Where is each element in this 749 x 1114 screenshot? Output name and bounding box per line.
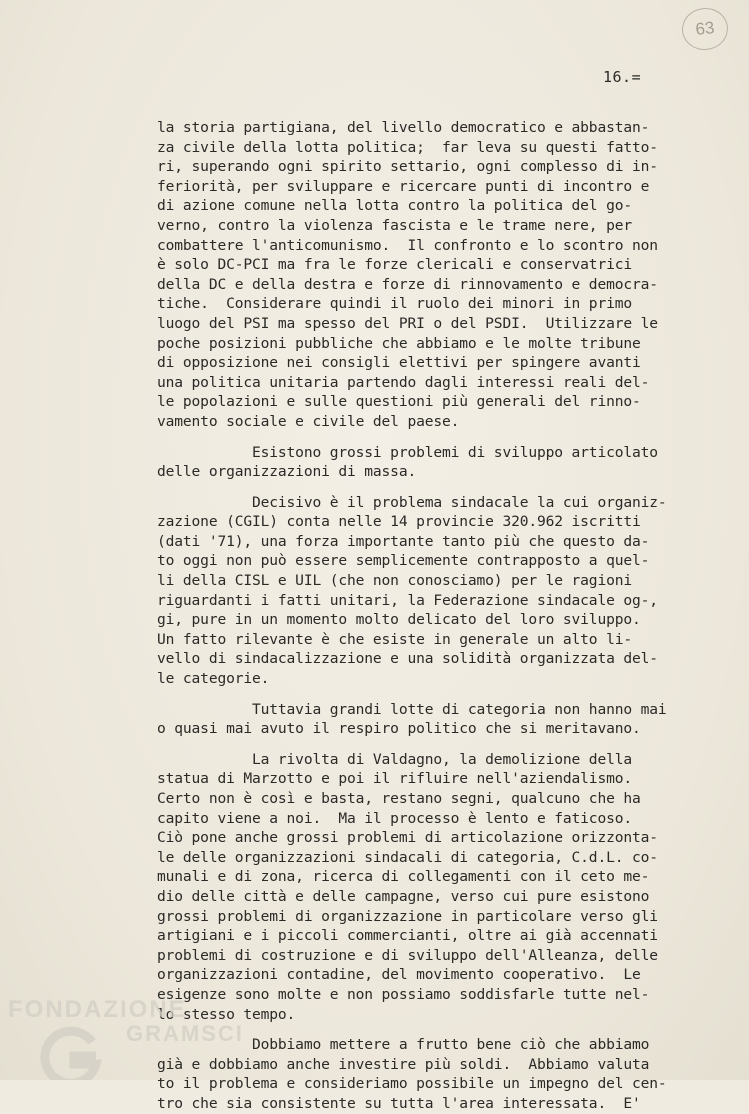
- text-line: munali e di zona, ricerca di collegamenti con il ceto me-: [157, 868, 650, 886]
- text-line: delle organizzazioni di massa.: [157, 463, 417, 481]
- text-line: organizzazioni contadine, del movimento cooperativo. Le: [157, 966, 641, 984]
- text-line: già e dobbiamo anche investire più soldi. Abbiamo valuta: [157, 1055, 650, 1073]
- paragraph: [157, 1035, 677, 1113]
- text-line: feriorità, per sviluppare e ricercare punti di incontro e: [157, 177, 650, 195]
- text-line: verno, contro la violenza fascista e le trame nere, per: [157, 216, 632, 234]
- text-line: di opposizione nei consigli elettivi per spingere avanti: [157, 354, 641, 372]
- text-line: tro che sia consistente su tutta l'area interessata. E': [157, 1094, 641, 1112]
- text-line: capito viene a noi. Ma il processo è lento e faticoso.: [157, 809, 632, 827]
- text-line: le popolazioni e sulle questioni più generali del rinno-: [157, 393, 641, 411]
- watermark: [8, 998, 244, 1046]
- text-line: riguardanti i fatti unitari, la Federazione sindacale og-,: [157, 591, 658, 609]
- text-line: vamento sociale e civile del paese.: [157, 412, 460, 430]
- paragraph: [157, 700, 677, 739]
- paragraph: [157, 443, 677, 482]
- page-number: 16.=: [603, 68, 642, 86]
- archive-number-stamp: 63: [680, 6, 730, 53]
- watermark-line-2: GRAMSCI: [126, 1021, 244, 1046]
- typewritten-body: [157, 118, 677, 1114]
- text-line: tiche. Considerare quindi il ruolo dei minori in primo: [157, 295, 632, 313]
- text-line: della DC e della destra e forze di rinnovamento e democra-: [157, 275, 658, 293]
- text-line: Ciò pone anche grossi problemi di articolazione orizzonta-: [157, 829, 658, 847]
- text-line: (dati '71), una forza importante tanto più che questo da-: [157, 532, 650, 550]
- text-line: Esistono grossi problemi di sviluppo articolato: [157, 443, 658, 461]
- text-line: le delle organizzazioni sindacali di categoria, C.d.L. co-: [157, 848, 658, 866]
- text-line: Decisivo è il problema sindacale la cui organiz-: [157, 493, 667, 511]
- text-line: artigiani e i piccoli commercianti, oltre ai già accennati: [157, 927, 658, 945]
- text-line: combattere l'anticomunismo. Il confronto e lo scontro non: [157, 236, 658, 254]
- text-line: di azione comune nella lotta contro la politica del go-: [157, 197, 632, 215]
- text-line: za civile della lotta politica; far leva su questi fatto-: [157, 138, 658, 156]
- text-line: una politica unitaria partendo dagli interessi reali del-: [157, 373, 650, 391]
- text-line: gi, pure in un momento molto delicato del loro sviluppo.: [157, 611, 641, 629]
- text-line: Certo non è così e basta, restano segni, qualcuno che ha: [157, 790, 641, 807]
- watermark-line-1: FONDAZIONE: [8, 996, 187, 1023]
- paragraph: [157, 118, 677, 432]
- text-line: statua di Marzotto e poi il rifluire nell'aziendalismo.: [157, 770, 632, 788]
- text-line: grossi problemi di organizzazione in particolare verso gli: [157, 907, 658, 925]
- paragraph: [157, 493, 677, 689]
- text-line: esigenze sono molte e non possiamo soddisfarle tutte nel-: [157, 985, 650, 1003]
- text-line: vello di sindacalizzazione e una solidità organizzata del-: [157, 650, 658, 668]
- text-line: Tuttavia grandi lotte di categoria non hanno mai: [157, 700, 667, 718]
- text-line: o quasi mai avuto il respiro politico che si meritavano.: [157, 720, 641, 738]
- text-line: poche posizioni pubbliche che abbiamo e le molte tribune: [157, 334, 641, 352]
- text-line: Dobbiamo mettere a frutto bene ciò che abbiamo: [157, 1036, 650, 1054]
- text-line: to oggi non può essere semplicemente contrapposto a quel-: [157, 552, 650, 570]
- text-line: ri, superando ogni spirito settario, ogni complesso di in-: [157, 158, 658, 176]
- text-line: zazione (CGIL) conta nelle 14 provincie 320.962 iscritti: [157, 513, 641, 531]
- text-line: lo stesso tempo.: [157, 1005, 296, 1023]
- text-line: le categorie.: [157, 670, 270, 688]
- text-line: luogo del PSI ma spesso del PRI o del PSDI. Utilizzare le: [157, 314, 658, 332]
- text-line: è solo DC-PCI ma fra le forze clericali e conservatrici: [157, 256, 632, 274]
- text-line: la storia partigiana, del livello democratico e abbastan-: [157, 119, 650, 136]
- text-line: to il problema e consideriamo possibile un impegno del cen-: [157, 1075, 667, 1093]
- text-line: La rivolta di Valdagno, la demolizione della: [157, 750, 632, 768]
- text-line: li della CISL e UIL (che non conosciamo) per le ragioni: [157, 572, 632, 590]
- text-line: Un fatto rilevante è che esiste in generale un alto li-: [157, 630, 632, 648]
- paragraph: [157, 750, 677, 1024]
- text-line: problemi di costruzione e di sviluppo dell'Alleanza, delle: [157, 946, 658, 964]
- text-line: dio delle città e delle campagne, verso cui pure esistono: [157, 887, 650, 905]
